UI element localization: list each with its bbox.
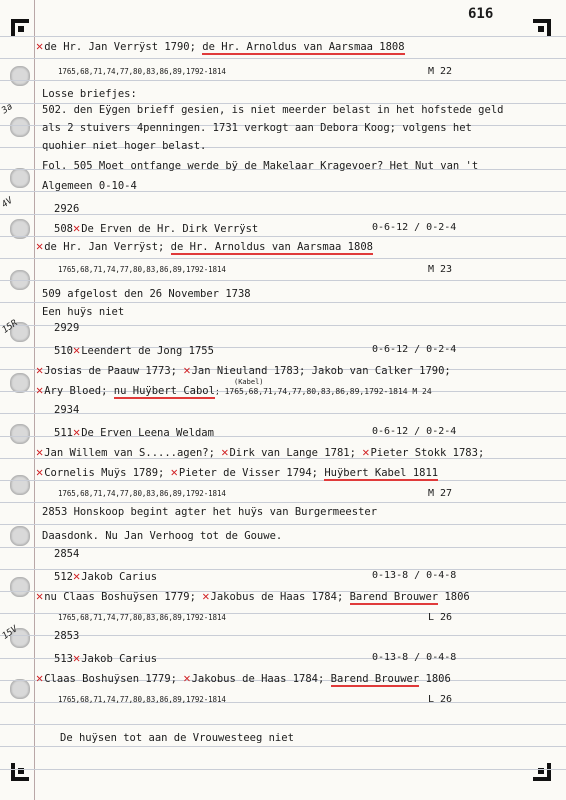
rule-line	[0, 236, 566, 237]
line-text: 1765,68,71,74,77,80,83,86,89,1792-1814	[58, 489, 226, 498]
cross-mark-icon: ✕	[72, 221, 81, 235]
corner-mark-icon	[530, 760, 552, 782]
text-line	[54, 652, 157, 665]
rule-line	[0, 769, 566, 770]
text-line	[58, 264, 226, 276]
line-right-value: M 23	[428, 264, 453, 275]
line-text: Jan Willem van S.....agen?;	[44, 447, 215, 459]
line-text: quohier niet hoger belast.	[42, 140, 207, 152]
text-line	[54, 203, 79, 215]
line-text: de Hr. Jan Verrÿst;	[44, 241, 165, 253]
entry-name: Jakob Carius	[81, 653, 158, 665]
text-line	[42, 306, 124, 318]
rule-line	[0, 524, 566, 525]
text-line	[58, 66, 226, 78]
line-text: Claas Boshuÿsen 1779;	[44, 673, 177, 685]
text-line	[42, 88, 137, 100]
entry-name: Pieter Stokk 1783;	[370, 447, 485, 459]
line-text: Cornelis Muÿs 1789;	[44, 467, 165, 479]
line-text: 509 afgelost den 26 November 1738	[42, 288, 251, 300]
binder-hole	[10, 168, 30, 188]
line-text: 1765,68,71,74,77,80,83,86,89,1792-1814	[58, 613, 226, 622]
line-text-tail: ; 1765,68,71,74,77,80,83,86,89,1792-1814 M 24	[214, 387, 432, 396]
margin-note: 15V	[0, 624, 20, 642]
text-line	[36, 590, 470, 603]
line-text: Ary Bloed;	[44, 385, 108, 397]
line-text: 2853 Honskoop begint agter het huÿs van Burgermeester	[42, 506, 378, 518]
rule-line	[0, 635, 566, 636]
line-text: 510	[54, 345, 73, 357]
superscript-note: (Kabel)	[234, 378, 264, 386]
text-line	[36, 40, 405, 53]
line-text: 511	[54, 427, 73, 439]
underlined-name: Barend Brouwer	[330, 673, 420, 685]
text-line	[36, 466, 438, 479]
text-line	[54, 630, 79, 642]
text-line	[36, 378, 432, 398]
cross-mark-icon: ✕	[72, 651, 81, 665]
underlined-name: de Hr. Arnoldus van Aarsmaa 1808	[170, 241, 373, 253]
rule-line	[0, 258, 566, 259]
binder-hole	[10, 679, 30, 699]
text-line	[60, 732, 294, 744]
rule-line	[0, 413, 566, 414]
text-line	[42, 122, 472, 134]
year-annotation: 1806	[438, 591, 470, 603]
rule-line	[0, 746, 566, 747]
underlined-name: Barend Brouwer	[349, 591, 439, 603]
text-line	[54, 322, 79, 334]
line-right-value: M 22	[428, 66, 453, 77]
text-line	[42, 140, 206, 152]
text-line	[42, 180, 137, 192]
line-right-value: 0-6-12 / 0-2-4	[372, 344, 457, 355]
cross-mark-icon: ✕	[183, 363, 191, 377]
cross-mark-icon: ✕	[183, 671, 191, 685]
margin-note: 15R	[0, 318, 20, 336]
cross-mark-icon: ✕	[72, 343, 81, 357]
rule-line	[0, 214, 566, 215]
rule-line	[0, 502, 566, 503]
rule-line	[0, 724, 566, 725]
line-right-value: 0-6-12 / 0-2-4	[372, 222, 457, 233]
line-text: 2853	[54, 630, 80, 642]
text-line	[54, 570, 157, 583]
line-text: Josias de Paauw 1773;	[44, 365, 177, 377]
cross-mark-icon: ✕	[72, 425, 81, 439]
line-text: 1765,68,71,74,77,80,83,86,89,1792-1814	[58, 695, 226, 704]
binder-hole	[10, 424, 30, 444]
line-text: Algemeen 0-10-4	[42, 180, 137, 192]
entry-name: Pieter de Visser 1794;	[178, 467, 318, 479]
cross-mark-icon: ✕	[221, 445, 229, 459]
text-line	[36, 240, 373, 253]
cross-mark-icon: ✕	[202, 589, 210, 603]
text-line	[36, 446, 484, 459]
line-right-value: M 27	[428, 488, 453, 499]
entry-name: Jakobus de Haas 1784;	[191, 673, 325, 685]
rule-line	[0, 325, 566, 326]
cross-mark-icon: ✕	[36, 39, 44, 53]
cross-mark-icon: ✕	[36, 383, 44, 397]
text-line	[58, 488, 226, 500]
year-annotation: 1806	[419, 673, 451, 685]
cross-mark-icon: ✕	[36, 671, 44, 685]
entry-name: Leendert de Jong 1755	[81, 345, 214, 357]
line-text: Losse briefjes:	[42, 88, 137, 100]
cross-mark-icon: ✕	[362, 445, 370, 459]
entry-name: Dirk van Lange 1781;	[229, 447, 356, 459]
binder-hole	[10, 117, 30, 137]
margin-note: 4V	[0, 195, 15, 211]
cross-mark-icon: ✕	[36, 445, 44, 459]
text-line	[42, 288, 251, 300]
line-right-value: 0-6-12 / 0-2-4	[372, 426, 457, 437]
underlined-name: de Hr. Arnoldus van Aarsmaa 1808	[202, 41, 405, 53]
line-right-value: 0-13-8 / 0-4-8	[372, 570, 457, 581]
binder-hole	[10, 475, 30, 495]
entry-name: Jakobus de Haas 1784;	[210, 591, 344, 603]
cross-mark-icon: ✕	[170, 465, 178, 479]
text-line	[58, 612, 226, 624]
line-text: 1765,68,71,74,77,80,83,86,89,1792-1814	[58, 265, 226, 274]
line-text: 2926	[54, 203, 80, 215]
cross-mark-icon: ✕	[36, 239, 44, 253]
page-number: 616	[468, 6, 494, 22]
entry-name: Jan Nieuland 1783;	[191, 365, 306, 377]
line-text: Daasdonk. Nu Jan Verhoog tot de Gouwe.	[42, 530, 283, 542]
line-text: als 2 stuivers 4penningen. 1731 verkogt aan Debora Koog; volgens het	[42, 122, 472, 134]
rule-line	[0, 547, 566, 548]
text-line	[42, 104, 503, 116]
text-line	[42, 160, 478, 172]
cross-mark-icon: ✕	[36, 589, 44, 603]
line-text: 512	[54, 571, 73, 583]
cross-mark-icon: ✕	[36, 465, 44, 479]
binder-hole	[10, 66, 30, 86]
cross-mark-icon: ✕	[72, 569, 81, 583]
entry-name: De Erven de Hr. Dirk Verrÿst	[81, 223, 259, 235]
text-line	[54, 548, 79, 560]
line-right-value: L 26	[428, 694, 453, 705]
text-line	[36, 672, 451, 685]
line-text: 2934	[54, 404, 80, 416]
line-text: Een huÿs niet	[42, 306, 125, 318]
line-text: 508	[54, 223, 73, 235]
line-text: 502. den Eÿgen brieff gesien, is niet meerder belast in het hofstede geld	[42, 104, 504, 116]
line-text: 1765,68,71,74,77,80,83,86,89,1792-1814	[58, 67, 226, 76]
entry-name: De Erven Leena Weldam	[81, 427, 214, 439]
line-text: Fol. 505 Moet ontfange werde bÿ de Makelaar Kragevoer? Het Nut van 't	[42, 160, 479, 172]
rule-line	[0, 280, 566, 281]
entry-name: Jakob Carius	[81, 571, 158, 583]
binder-hole	[10, 577, 30, 597]
text-line	[54, 344, 214, 357]
corner-mark-icon	[10, 760, 32, 782]
underlined-name: Huÿbert Kabel 1811	[324, 467, 439, 479]
text-line	[58, 694, 226, 706]
line-text: 513	[54, 653, 73, 665]
margin-note: 3a	[0, 101, 15, 117]
rule-line	[0, 36, 566, 37]
text-line	[42, 506, 377, 518]
line-text: de Hr. Jan Verrÿst 1790;	[44, 41, 196, 53]
underlined-name: nu Huÿbert Cabol	[113, 385, 215, 397]
rule-line	[0, 302, 566, 303]
line-text: 2854	[54, 548, 80, 560]
line-right-value: 0-13-8 / 0-4-8	[372, 652, 457, 663]
text-line	[54, 222, 258, 235]
binder-hole	[10, 526, 30, 546]
rule-line	[0, 58, 566, 59]
line-text: 2929	[54, 322, 80, 334]
line-text-tail: Jakob van Calker 1790;	[305, 365, 451, 377]
binder-hole	[10, 373, 30, 393]
text-line	[54, 404, 79, 416]
line-right-value: L 26	[428, 612, 453, 623]
text-line	[42, 530, 282, 542]
line-text: De huÿsen tot aan de Vrouwesteeg niet	[60, 732, 294, 744]
text-line	[54, 426, 214, 439]
cross-mark-icon: ✕	[36, 363, 44, 377]
line-text: nu Claas Boshuÿsen 1779;	[44, 591, 196, 603]
rule-line	[0, 480, 566, 481]
rule-line	[0, 80, 566, 81]
